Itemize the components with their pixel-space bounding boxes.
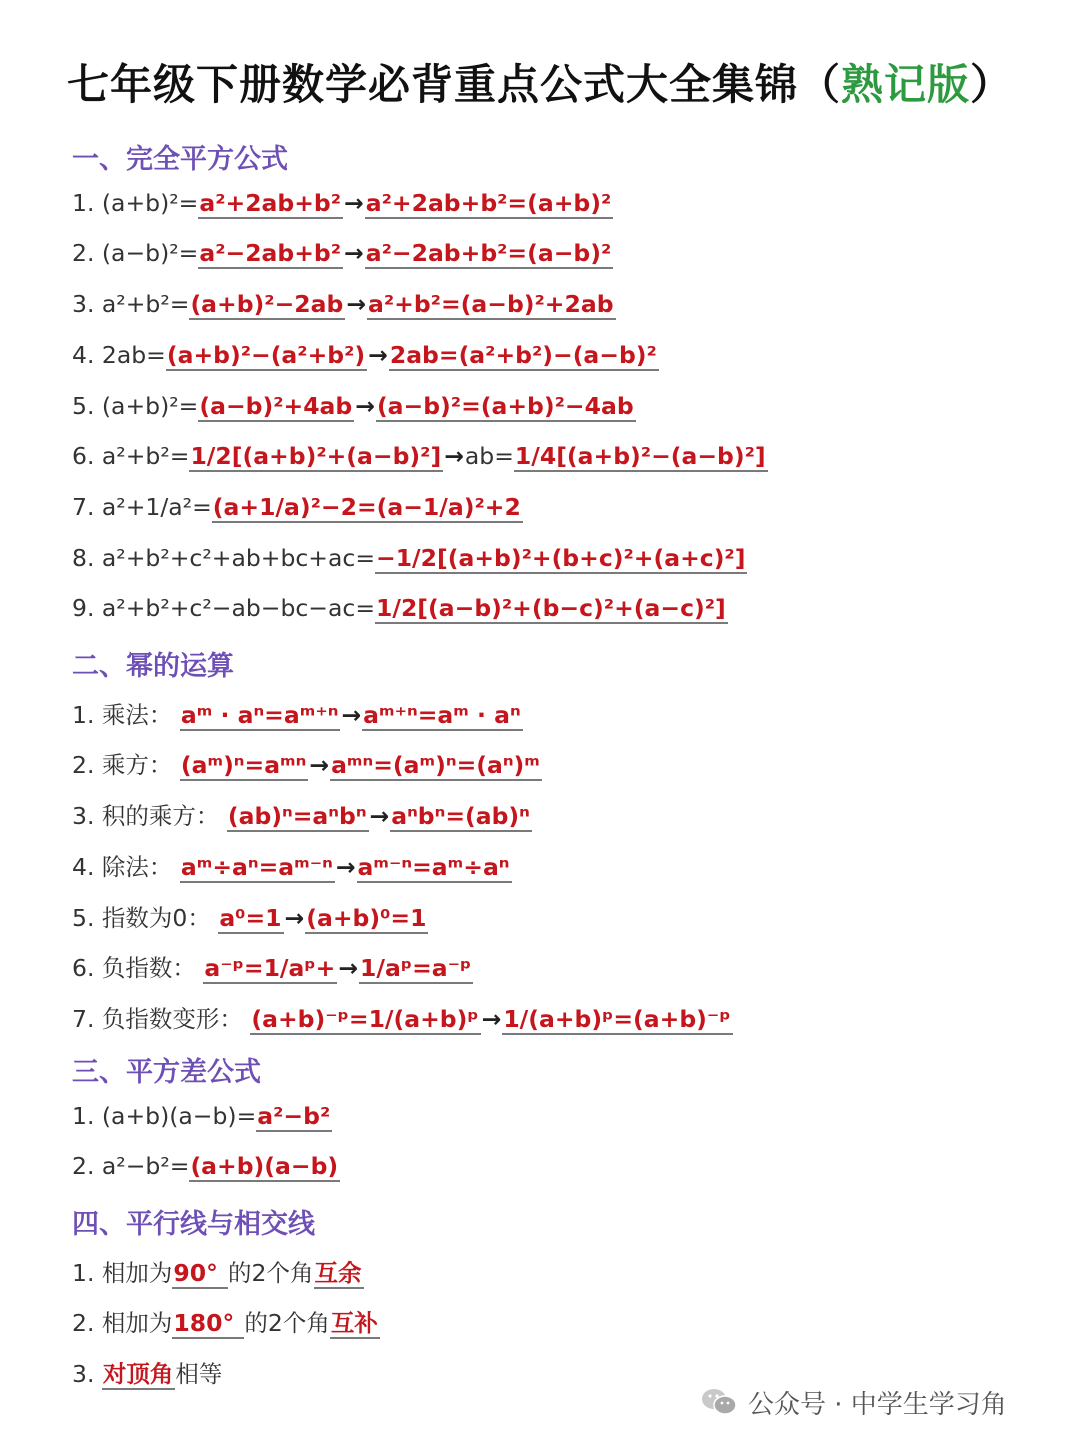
formula-text: 1. 相加为 <box>72 1258 173 1287</box>
answer-text: −1/2[(a+b)²+(b+c)²+(a+c)²] <box>376 543 746 572</box>
formula-text: 2. (a−b)²= <box>72 239 199 268</box>
formula-text: 6. a²+b²= <box>72 442 190 471</box>
formula-text: 4. 2ab= <box>72 340 166 369</box>
answer-text: 180° <box>173 1309 243 1338</box>
answer-text: (a+b)⁰=1 <box>306 903 427 932</box>
formula-text: 3. <box>72 1360 102 1389</box>
formula-row <box>72 696 523 730</box>
answer-text: (aᵐ)ⁿ=aᵐⁿ <box>180 751 307 780</box>
answer-text: 互补 <box>330 1309 378 1338</box>
answer-text: (ab)ⁿ=aⁿbⁿ <box>227 802 367 831</box>
formula-row <box>72 899 428 933</box>
answer-text: (a+b)²−2ab <box>190 290 344 319</box>
arrow-icon: → <box>355 391 375 420</box>
arrow-icon: → <box>481 1004 502 1033</box>
formula-text: 的2个角 <box>228 1258 314 1287</box>
formula-text: 3. a²+b²= <box>72 290 190 319</box>
answer-text: aⁿbⁿ=(ab)ⁿ <box>391 802 530 831</box>
formula-text: 2. a²−b²= <box>72 1152 190 1181</box>
answer-text: aᵐ÷aⁿ=aᵐ⁻ⁿ <box>180 852 333 881</box>
formula-row <box>72 442 768 470</box>
arrow-icon: → <box>444 442 464 471</box>
formula-row <box>72 949 473 983</box>
formula-row <box>72 1152 340 1180</box>
answer-text: aᵐ⁻ⁿ=aᵐ÷aⁿ <box>357 852 510 881</box>
arrow-icon: → <box>341 700 362 729</box>
arrow-icon: → <box>344 239 364 268</box>
formula-text: ab= <box>464 442 514 471</box>
answer-text: 1/4[(a+b)²−(a−b)²] <box>514 442 766 471</box>
formula-text: 5. (a+b)²= <box>72 391 199 420</box>
arrow-icon: → <box>369 802 390 831</box>
formula-row <box>72 848 512 882</box>
formula-text: 1. 乘法： <box>72 700 180 729</box>
formula-text: 2. 相加为 <box>72 1309 173 1338</box>
answer-text: 互余 <box>314 1258 362 1287</box>
page-title: 七年级下册数学必背重点公式大全集锦（熟记版） <box>66 60 1014 109</box>
answer-text: aᵐ⁺ⁿ=aᵐ · aⁿ <box>363 700 521 729</box>
formula-row <box>72 1000 733 1034</box>
formula-text: 的2个角 <box>244 1309 330 1338</box>
wechat-icon <box>700 1387 738 1417</box>
answer-text: aᵐⁿ=(aᵐ)ⁿ=(aⁿ)ᵐ <box>331 751 540 780</box>
formula-text: 7. 负指数变形： <box>72 1004 251 1033</box>
arrow-icon: → <box>284 903 305 932</box>
answer-text: 2ab=(a²+b²)−(a−b)² <box>389 340 657 369</box>
arrow-icon: → <box>344 188 364 217</box>
formula-row <box>72 290 616 318</box>
formula-text: 3. 积的乘方： <box>72 802 227 831</box>
answer-text: a⁻ᵖ=1/aᵖ+ <box>204 954 336 983</box>
footer-watermark <box>700 1382 1007 1422</box>
formula-row <box>72 1304 380 1338</box>
arrow-icon: → <box>346 290 367 319</box>
section-heading: 四、平行线与相交线 <box>72 1209 315 1240</box>
answer-text: 90° <box>173 1258 227 1287</box>
formula-row <box>72 493 523 521</box>
answer-text: a²−2ab+b² <box>199 239 342 268</box>
answer-text: 1/aᵖ=a⁻ᵖ <box>360 954 472 983</box>
answer-text: (a+b)(a−b) <box>190 1152 339 1181</box>
formula-text: 5. 指数为0： <box>72 903 219 932</box>
answer-text: a²−2ab+b²=(a−b)² <box>365 239 612 268</box>
formula-row <box>72 341 659 369</box>
answer-text: (a+b)⁻ᵖ=1/(a+b)ᵖ <box>251 1004 479 1033</box>
section-heading: 一、完全平方公式 <box>72 144 288 175</box>
answer-text: 1/2[(a+b)²+(a−b)²] <box>190 442 442 471</box>
answer-text: a²+b²=(a−b)²+2ab <box>368 290 614 319</box>
answer-text: (a−b)²=(a+b)²−4ab <box>376 391 634 420</box>
answer-text: (a−b)²+4ab <box>199 391 353 420</box>
formula-row <box>72 797 532 831</box>
answer-text: (a+b)²−(a²+b²) <box>166 340 366 369</box>
answer-text: a²+2ab+b² <box>199 188 342 217</box>
formula-row <box>72 392 636 420</box>
section-heading: 三、平方差公式 <box>72 1057 261 1088</box>
arrow-icon: → <box>368 340 388 369</box>
arrow-icon: → <box>335 852 356 881</box>
answer-text: aᵐ · aⁿ=aᵐ⁺ⁿ <box>180 700 339 729</box>
formula-row <box>72 1254 364 1288</box>
formula-row <box>72 1102 332 1130</box>
answer-text: (a+1/a)²−2=(a−1/a)²+2 <box>212 492 521 521</box>
answer-text: 1/(a+b)ᵖ=(a+b)⁻ᵖ <box>503 1004 731 1033</box>
footer-text: 公众号 · 中学生学习角 <box>748 1389 1007 1420</box>
formula-text: 1. (a+b)²= <box>72 188 199 217</box>
answer-text: 1/2[(a−b)²+(b−c)²+(a−c)²] <box>376 594 726 623</box>
title-highlight: 熟记版 <box>840 60 970 109</box>
formula-row <box>72 594 728 622</box>
formula-text: 4. 除法： <box>72 852 180 881</box>
answer-text: 对顶角 <box>102 1360 174 1389</box>
answer-text: a⁰=1 <box>219 903 282 932</box>
formula-text: 2. 乘方： <box>72 751 180 780</box>
formula-text: 7. a²+1/a²= <box>72 492 212 521</box>
formula-row <box>72 189 613 217</box>
section-heading: 二、幂的运算 <box>72 651 234 682</box>
formula-text: 相等 <box>175 1360 223 1389</box>
formula-text: 9. a²+b²+c²−ab−bc−ac= <box>72 594 376 623</box>
formula-text: 6. 负指数： <box>72 954 204 983</box>
formula-row <box>72 544 747 572</box>
formula-text: 1. (a+b)(a−b)= <box>72 1101 257 1130</box>
formula-row <box>72 1355 222 1389</box>
answer-text: a²−b² <box>257 1101 331 1130</box>
formula-row <box>72 239 613 267</box>
arrow-icon: → <box>309 751 330 780</box>
formula-row <box>72 746 542 780</box>
arrow-icon: → <box>338 954 359 983</box>
answer-text: a²+2ab+b²=(a+b)² <box>365 188 612 217</box>
formula-text: 8. a²+b²+c²+ab+bc+ac= <box>72 543 376 572</box>
